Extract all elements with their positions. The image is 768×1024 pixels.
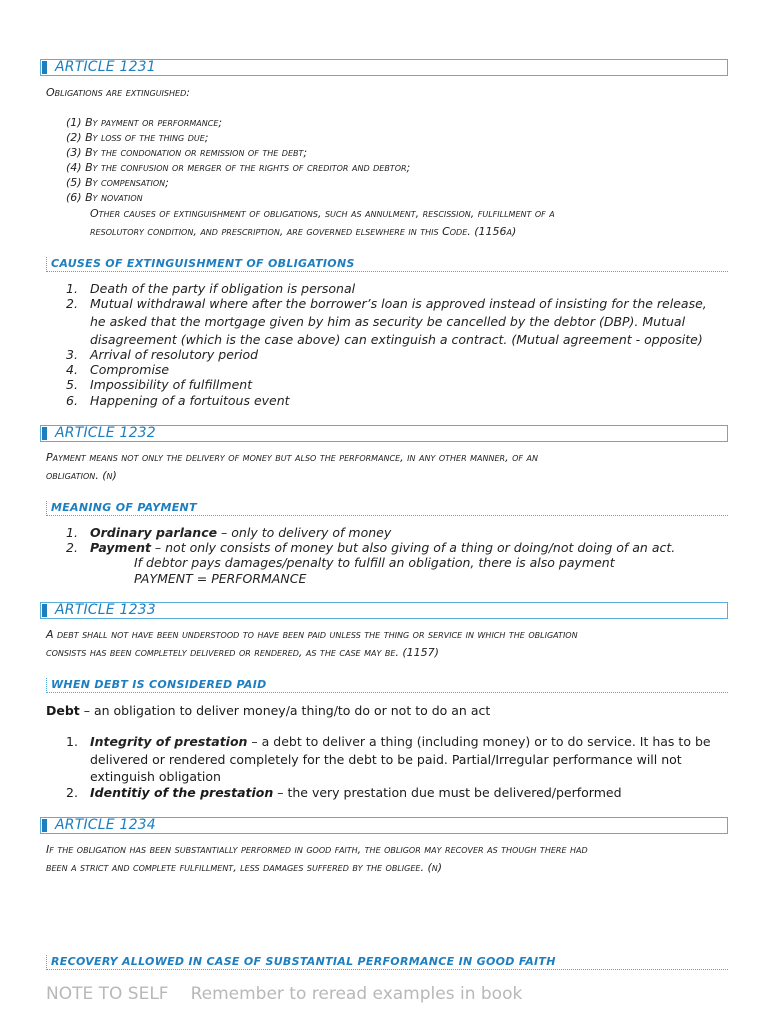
definition: – only to delivery of money bbox=[217, 525, 392, 540]
term: Debt bbox=[46, 703, 80, 718]
list-item bbox=[66, 131, 208, 144]
list-text: Arrival of resolutory period bbox=[90, 347, 259, 362]
list-text-cont: disagreement (which is the case above) can extinguish a contract. (Mutual agreement - opposite) bbox=[90, 332, 703, 347]
header-accent-bar bbox=[42, 819, 47, 832]
list-item bbox=[66, 377, 252, 392]
list-number: 2. bbox=[66, 785, 78, 800]
list-text-cont: extinguish obligation bbox=[90, 769, 221, 784]
list-text: Compromise bbox=[90, 362, 170, 377]
section-heading-text: RECOVERY ALLOWED IN CASE OF SUBSTANTIAL PERFORMANCE IN GOOD FAITH bbox=[51, 955, 556, 968]
debt-paid-section-heading bbox=[46, 678, 728, 693]
article-1234-text-cont: been a strict and complete fulfillment, less damages suffered by the obligee. (n) bbox=[46, 861, 443, 874]
list-number: (1) bbox=[66, 116, 82, 129]
term: Ordinary parlance bbox=[90, 525, 218, 540]
section-heading-text: MEANING OF PAYMENT bbox=[51, 501, 197, 514]
list-text: By payment or performance; bbox=[85, 116, 223, 129]
list-text: Happening of a fortuitous event bbox=[90, 393, 290, 408]
note-label: NOTE TO SELF bbox=[46, 984, 169, 1004]
causes-section-heading bbox=[46, 257, 728, 272]
article-1231-other-causes-cont: resolutory condition, and prescription, are governed elsewhere in this Code. (1156a) bbox=[90, 225, 517, 238]
definition: – an obligation to deliver money/a thing/to do or not to do an act bbox=[79, 703, 491, 718]
list-number: 1. bbox=[66, 734, 78, 749]
payment-sub-note: If debtor pays damages/penalty to fulfill an obligation, there is also payment bbox=[134, 555, 615, 570]
list-item bbox=[66, 347, 258, 362]
list-number: (2) bbox=[66, 131, 82, 144]
header-accent-bar bbox=[42, 427, 47, 440]
definition: – a debt to deliver a thing (including money) or to do service. It has to be bbox=[247, 734, 711, 749]
definition: – the very prestation due must be delivered/performed bbox=[273, 785, 622, 800]
list-text-cont: delivered or rendered completely for the debt to be paid. Partial/Irregular performance will not bbox=[90, 752, 682, 767]
article-1233-text-cont: consists has been completely delivered or rendered, as the case may be. (1157) bbox=[46, 646, 439, 659]
section-heading-text: WHEN DEBT IS CONSIDERED PAID bbox=[51, 678, 267, 691]
article-1233-text: A debt shall not have been understood to have been paid unless the thing or service in which the obligation bbox=[46, 628, 578, 641]
term: Identitiy of the prestation bbox=[90, 785, 274, 800]
list-item bbox=[66, 161, 410, 174]
list-item bbox=[66, 191, 143, 204]
list-text: Death of the party if obligation is personal bbox=[90, 281, 356, 296]
debt-definition bbox=[46, 703, 490, 718]
article-1234-header bbox=[40, 817, 728, 834]
article-title: ARTICLE 1234 bbox=[55, 817, 156, 833]
payment-equation: PAYMENT = PERFORMANCE bbox=[134, 571, 307, 586]
list-number: 4. bbox=[66, 362, 78, 377]
list-number: (5) bbox=[66, 176, 82, 189]
list-item bbox=[66, 146, 307, 159]
list-item bbox=[66, 116, 222, 129]
list-text: Mutual withdrawal where after the borrower’s loan is approved instead of insisting for the release, bbox=[90, 296, 707, 311]
list-number: 5. bbox=[66, 377, 78, 392]
list-item bbox=[66, 540, 675, 555]
list-item bbox=[66, 362, 169, 377]
list-text: By the condonation or remission of the debt; bbox=[85, 146, 308, 159]
list-number: (3) bbox=[66, 146, 82, 159]
article-title: ARTICLE 1233 bbox=[55, 602, 156, 618]
list-number: (6) bbox=[66, 191, 82, 204]
list-number: 2. bbox=[66, 540, 78, 555]
article-1231-header bbox=[40, 59, 728, 76]
list-text: Impossibility of fulfillment bbox=[90, 377, 253, 392]
article-1232-text-cont: obligation. (n) bbox=[46, 469, 117, 482]
list-item bbox=[66, 393, 290, 408]
list-number: (4) bbox=[66, 161, 82, 174]
article-1234-text: If the obligation has been substantially performed in good faith, the obligor may recover as though there had bbox=[46, 843, 588, 856]
list-number: 3. bbox=[66, 347, 78, 362]
note-to-self bbox=[46, 984, 522, 1004]
header-accent-bar bbox=[42, 604, 47, 617]
list-item bbox=[66, 281, 355, 296]
list-item bbox=[66, 176, 169, 189]
list-item bbox=[66, 525, 391, 540]
section-heading-text: CAUSES OF EXTINGUISHMENT OF OBLIGATIONS bbox=[51, 257, 355, 270]
note-text: Remember to reread examples in book bbox=[190, 984, 523, 1004]
term: Payment bbox=[90, 540, 151, 555]
definition: – not only consists of money but also giving of a thing or doing/not doing of an act. bbox=[150, 540, 676, 555]
list-number: 1. bbox=[66, 281, 78, 296]
article-1232-header bbox=[40, 425, 728, 442]
recovery-section-heading bbox=[46, 955, 728, 970]
article-1233-header bbox=[40, 602, 728, 619]
list-number: 6. bbox=[66, 393, 78, 408]
payment-section-heading bbox=[46, 501, 728, 516]
article-title: ARTICLE 1231 bbox=[55, 59, 156, 75]
header-accent-bar bbox=[42, 61, 47, 74]
list-item bbox=[66, 296, 707, 311]
list-text: By the confusion or merger of the rights of creditor and debtor; bbox=[85, 161, 411, 174]
list-text: By loss of the thing due; bbox=[85, 131, 209, 144]
term: Integrity of prestation bbox=[90, 734, 248, 749]
list-number: 2. bbox=[66, 296, 78, 311]
list-item bbox=[66, 785, 622, 800]
article-title: ARTICLE 1232 bbox=[55, 425, 156, 441]
article-1231-intro: Obligations are extinguished: bbox=[46, 86, 190, 99]
list-number: 1. bbox=[66, 525, 78, 540]
list-text: By compensation; bbox=[85, 176, 169, 189]
list-item bbox=[66, 734, 711, 749]
list-text: By novation bbox=[85, 191, 143, 204]
list-text-cont: he asked that the mortgage given by him as security be cancelled by the debtor (DBP). Mutual bbox=[90, 314, 686, 329]
article-1231-other-causes: Other causes of extinguishment of obligations, such as annulment, rescission, fulfillment of a bbox=[90, 207, 555, 220]
article-1232-text: Payment means not only the delivery of money but also the performance, in any other manner, of an bbox=[46, 451, 538, 464]
